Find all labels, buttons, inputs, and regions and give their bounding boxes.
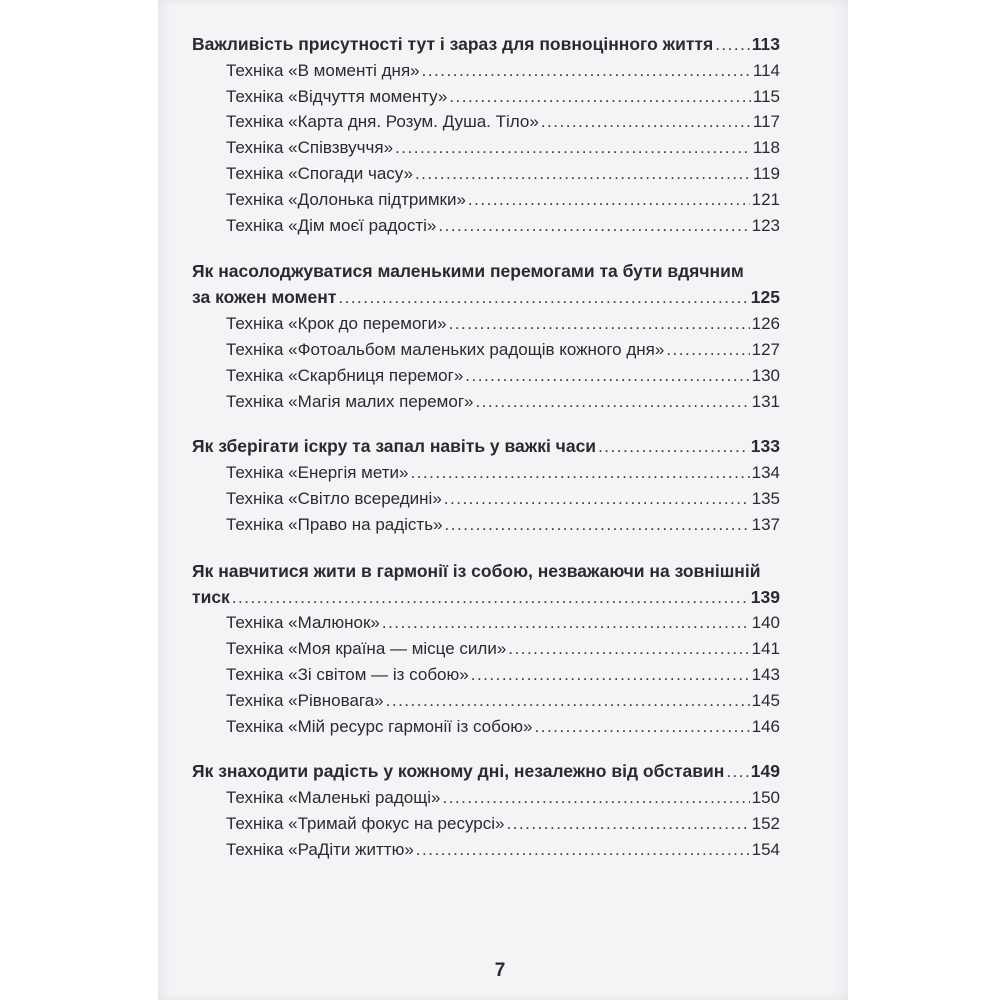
dot-leader <box>471 662 750 688</box>
technique-page-number: 121 <box>751 189 780 209</box>
technique-title: Техніка «Енергія мети» <box>226 463 409 483</box>
technique-title: Техніка «Скарбниця перемог» <box>226 365 464 385</box>
technique-title: Техніка «Зі світом — із собою» <box>226 664 469 684</box>
dot-leader <box>232 585 749 611</box>
technique-entry[interactable] <box>192 460 780 486</box>
technique-entry[interactable] <box>192 161 780 187</box>
technique-page-number: 137 <box>751 514 780 534</box>
technique-title: Техніка «Дім моєї радості» <box>226 215 437 235</box>
technique-page-number: 150 <box>751 788 780 808</box>
toc-section <box>192 759 780 862</box>
dot-leader <box>475 389 749 415</box>
technique-title: Техніка «Світло всередині» <box>226 488 442 508</box>
technique-title: Техніка «В моменті дня» <box>226 60 420 80</box>
technique-entry[interactable] <box>192 311 780 337</box>
technique-title: Техніка «Відчуття моменту» <box>226 86 448 106</box>
technique-page-number: 118 <box>752 138 780 158</box>
technique-title: Техніка «Крок до перемоги» <box>226 314 447 334</box>
dot-leader <box>506 811 749 837</box>
technique-title: Техніка «Співзвуччя» <box>226 138 394 158</box>
page-number: 7 <box>494 960 506 981</box>
dot-leader <box>598 434 749 460</box>
table-of-contents <box>192 32 780 883</box>
technique-entry[interactable] <box>192 58 780 84</box>
technique-page-number: 131 <box>751 391 780 411</box>
toc-section <box>192 32 780 238</box>
technique-entry[interactable] <box>192 811 780 837</box>
technique-page-number: 126 <box>751 314 780 334</box>
technique-title: Техніка «Карта дня. Розум. Душа. Тіло» <box>226 112 539 132</box>
technique-page-number: 152 <box>751 813 780 833</box>
chapter-title: Важливість присутності тут і зараз для повноцінного життя <box>192 34 714 54</box>
chapter-title: за кожен момент <box>192 287 337 308</box>
technique-entry[interactable] <box>192 610 780 636</box>
technique-title: Техніка «Магія малих перемог» <box>226 391 474 411</box>
dot-leader <box>395 135 751 161</box>
technique-entry[interactable] <box>192 662 780 688</box>
technique-page-number: 127 <box>751 339 780 359</box>
dot-leader <box>449 311 750 337</box>
dot-leader <box>415 161 751 187</box>
dot-leader <box>445 512 750 538</box>
toc-section <box>192 258 780 414</box>
chapter-page-number: 125 <box>750 287 780 308</box>
chapter-title: тиск <box>192 586 230 607</box>
technique-entry[interactable] <box>192 512 780 538</box>
chapter-title: Як зберігати іскру та запал навіть у важкі часи <box>192 436 597 457</box>
technique-entry[interactable] <box>192 486 780 512</box>
technique-page-number: 115 <box>752 86 780 106</box>
toc-section <box>192 434 780 537</box>
dot-leader <box>438 213 749 239</box>
technique-title: Техніка «Мій ресурс гармонії із собою» <box>226 716 533 736</box>
technique-entry[interactable] <box>192 714 780 740</box>
chapter-page-number: 139 <box>750 586 780 607</box>
dot-leader <box>726 759 748 785</box>
technique-page-number: 117 <box>752 112 780 132</box>
dot-leader <box>338 285 748 311</box>
technique-entry[interactable] <box>192 785 780 811</box>
technique-entry[interactable] <box>192 213 780 239</box>
technique-title: Техніка «РаДіти життю» <box>226 839 414 859</box>
chapter-entry[interactable] <box>192 759 780 785</box>
technique-page-number: 123 <box>751 215 780 235</box>
technique-entry[interactable] <box>192 363 780 389</box>
technique-entry[interactable] <box>192 84 780 110</box>
technique-title: Техніка «Маленькі радощі» <box>226 788 441 808</box>
technique-title: Техніка «Моя країна — місце сили» <box>226 639 507 659</box>
dot-leader <box>449 84 751 110</box>
toc-section <box>192 558 780 740</box>
technique-page-number: 141 <box>751 639 780 659</box>
chapter-entry[interactable] <box>192 32 780 58</box>
technique-page-number: 114 <box>752 60 780 80</box>
chapter-title-line: Як насолоджуватися маленькими перемогами та бути вдячним <box>192 261 744 282</box>
technique-page-number: 140 <box>751 613 780 633</box>
technique-page-number: 146 <box>751 716 780 736</box>
technique-title: Техніка «Право на радість» <box>226 514 443 534</box>
dot-leader <box>416 837 750 863</box>
dot-leader <box>715 32 750 58</box>
dot-leader <box>410 460 749 486</box>
dot-leader <box>465 363 749 389</box>
technique-entry[interactable] <box>192 135 780 161</box>
technique-entry[interactable] <box>192 636 780 662</box>
chapter-entry[interactable] <box>192 585 780 611</box>
technique-entry[interactable] <box>192 837 780 863</box>
dot-leader <box>666 337 749 363</box>
technique-page-number: 143 <box>751 664 780 684</box>
chapter-page-number: 133 <box>750 436 780 457</box>
technique-title: Техніка «Малюнок» <box>226 613 380 633</box>
technique-page-number: 119 <box>752 163 780 183</box>
chapter-entry[interactable] <box>192 285 780 311</box>
technique-entry[interactable] <box>192 688 780 714</box>
chapter-title-line: Як навчитися жити в гармонії із собою, незважаючи на зовнішній <box>192 560 761 581</box>
technique-title: Техніка «Фотоальбом маленьких радощів кожного дня» <box>226 339 665 359</box>
dot-leader <box>386 688 750 714</box>
technique-page-number: 134 <box>751 463 780 483</box>
dot-leader <box>382 610 750 636</box>
technique-entry[interactable] <box>192 337 780 363</box>
technique-title: Техніка «Спогади часу» <box>226 163 413 183</box>
dot-leader <box>444 486 750 512</box>
dot-leader <box>535 714 750 740</box>
chapter-title: Як знаходити радість у кожному дні, незалежно від обставин <box>192 761 725 782</box>
chapter-entry[interactable] <box>192 434 780 460</box>
technique-page-number: 154 <box>751 839 780 859</box>
technique-title: Техніка «Тримай фокус на ресурсі» <box>226 813 505 833</box>
technique-entry[interactable] <box>192 187 780 213</box>
technique-entry[interactable] <box>192 109 780 135</box>
dot-leader <box>442 785 749 811</box>
technique-entry[interactable] <box>192 389 780 415</box>
chapter-page-number: 149 <box>750 761 780 782</box>
technique-page-number: 130 <box>751 365 780 385</box>
dot-leader <box>422 58 751 84</box>
technique-title: Техніка «Рівновага» <box>226 690 384 710</box>
chapter-page-number: 113 <box>751 34 780 54</box>
technique-page-number: 145 <box>751 690 780 710</box>
technique-title: Техніка «Долонька підтримки» <box>226 189 466 209</box>
technique-page-number: 135 <box>751 488 780 508</box>
dot-leader <box>468 187 750 213</box>
dot-leader <box>541 109 751 135</box>
dot-leader <box>508 636 749 662</box>
